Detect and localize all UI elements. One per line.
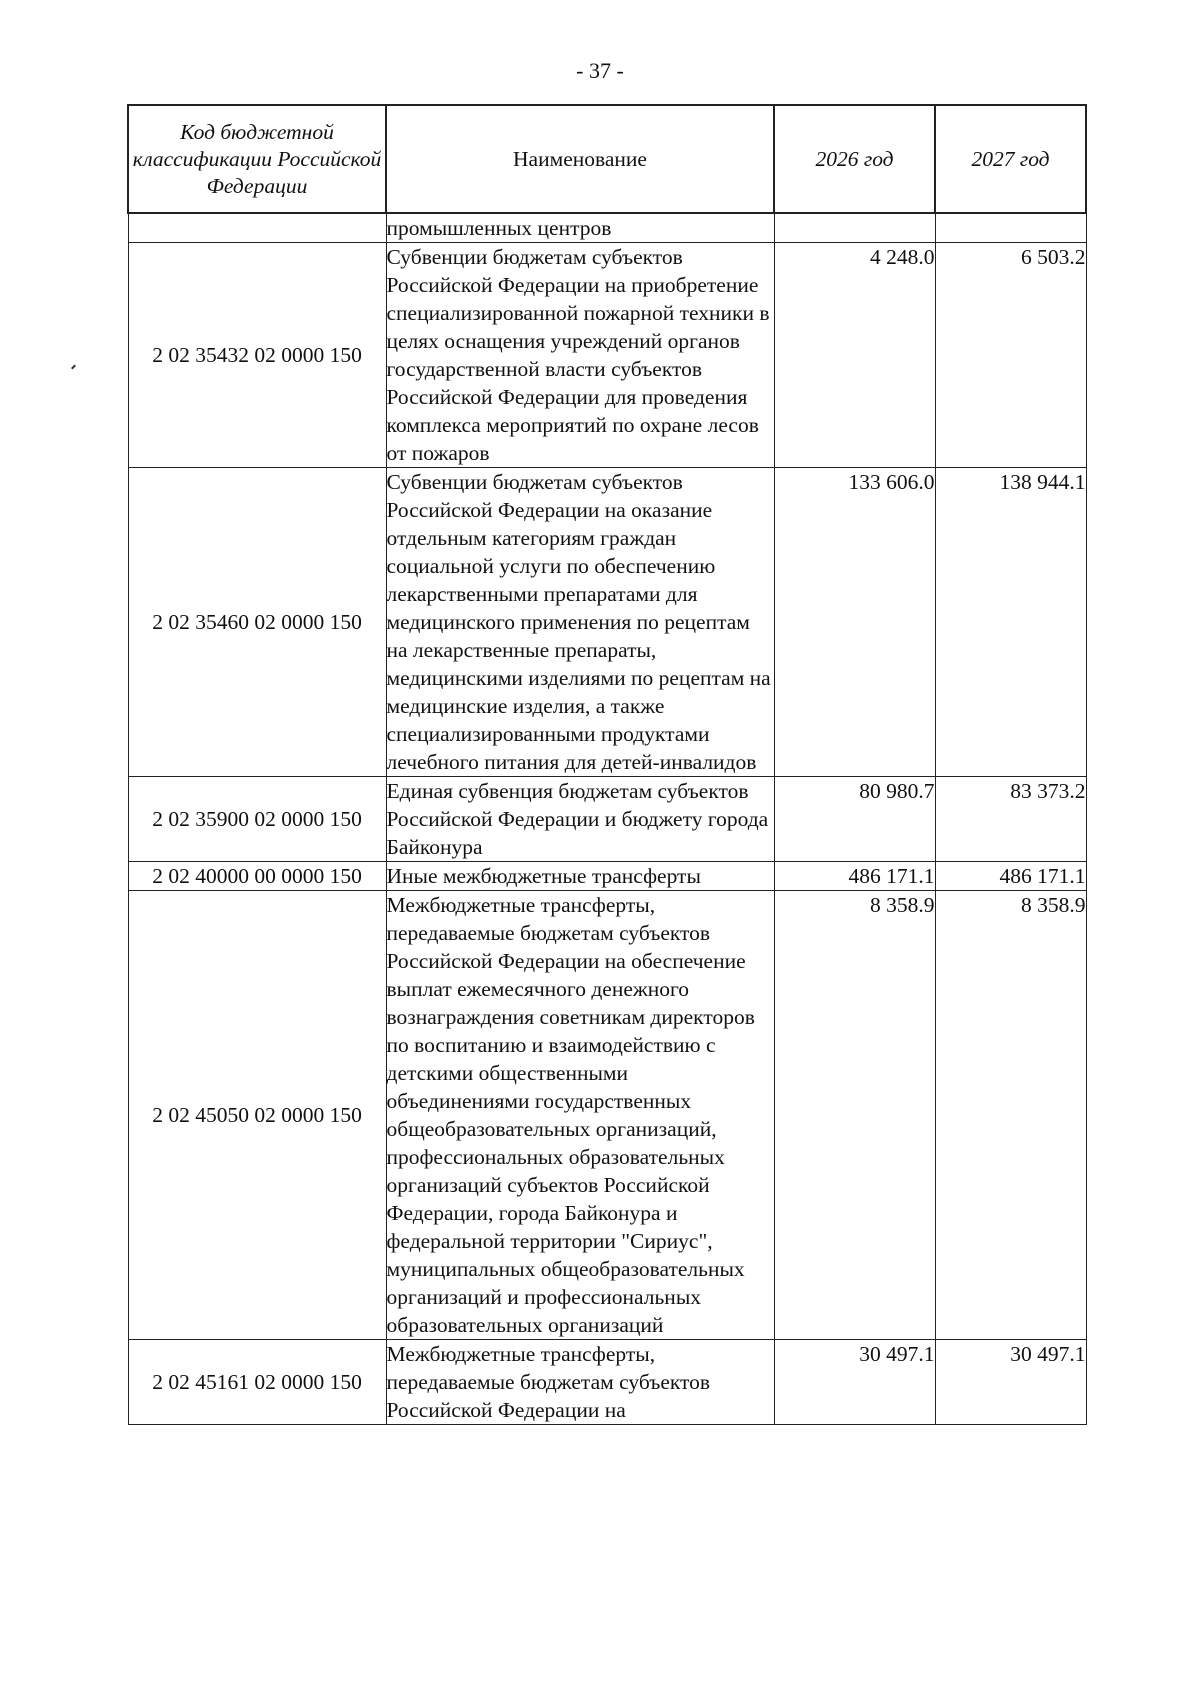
table-row-continuation — [128, 213, 1086, 243]
table-body — [128, 213, 1086, 1425]
value-cell-2026: 8 358.9 — [774, 891, 935, 1340]
value-cell-2027: 486 171.1 — [935, 862, 1086, 891]
code-cell: 2 02 40000 00 0000 150 — [128, 862, 386, 891]
value-cell-2027: 8 358.9 — [935, 891, 1086, 1340]
header-name — [386, 105, 774, 213]
value-cell-2027: 30 497.1 — [935, 1340, 1086, 1425]
value-cell-2027 — [935, 213, 1086, 243]
name-cell: промышленных центров — [386, 213, 774, 243]
name-cell: Межбюджетные трансферты, передаваемые бюджетам субъектов Российской Федерации на обеспечение выплат ежемесячного денежного вознаграждения советникам директоров по воспитанию и взаимодействию с детскими общественными объединениями государственных общеобразовательных организаций, профессиональных образовательных организаций субъектов Российской Федерации, города Байконура и федеральной территории "Сириус", муниципальных общеобразовательных организаций и профессиональных образовательных организаций — [386, 891, 774, 1340]
value-cell-2026: 133 606.0 — [774, 468, 935, 777]
value-cell-2027: 83 373.2 — [935, 777, 1086, 862]
code-cell: 2 02 35900 02 0000 150 — [128, 777, 386, 862]
header-year-2026-label: 2026 год — [815, 147, 894, 171]
table-row — [128, 862, 1086, 891]
header-year-2026 — [774, 105, 935, 213]
table-header — [128, 105, 1086, 213]
value-cell-2027: 138 944.1 — [935, 468, 1086, 777]
table-row — [128, 891, 1086, 1340]
code-cell: 2 02 35460 02 0000 150 — [128, 468, 386, 777]
page-number: - 37 - — [576, 58, 624, 83]
table-row — [128, 468, 1086, 777]
name-cell: Субвенции бюджетам субъектов Российской Федерации на оказание отдельным категориям граждан социальной услуги по обеспечению лекарственными препаратами для медицинского применения по рецептам на лекарственные препараты, медицинскими изделиями по рецептам на медицинские изделия, а также специализированными продуктами лечебного питания для детей-инвалидов — [386, 468, 774, 777]
stray-scan-mark — [71, 365, 76, 370]
table-row — [128, 777, 1086, 862]
name-cell: Межбюджетные трансферты, передаваемые бюджетам субъектов Российской Федерации на — [386, 1340, 774, 1425]
name-cell: Единая субвенция бюджетам субъектов Российской Федерации и бюджету города Байконура — [386, 777, 774, 862]
code-cell: 2 02 45161 02 0000 150 — [128, 1340, 386, 1425]
code-cell: 2 02 35432 02 0000 150 — [128, 243, 386, 468]
code-cell — [128, 213, 386, 243]
header-year-2027 — [935, 105, 1086, 213]
value-cell-2026: 80 980.7 — [774, 777, 935, 862]
header-code — [128, 105, 386, 213]
value-cell-2026 — [774, 213, 935, 243]
table-row — [128, 243, 1086, 468]
budget-table — [127, 104, 1087, 1425]
header-code-label: Код бюджетной классификации Российской Федерации — [132, 119, 382, 198]
value-cell-2026: 30 497.1 — [774, 1340, 935, 1425]
value-cell-2027: 6 503.2 — [935, 243, 1086, 468]
name-cell: Иные межбюджетные трансферты — [386, 862, 774, 891]
code-cell: 2 02 45050 02 0000 150 — [128, 891, 386, 1340]
table-row — [128, 1340, 1086, 1425]
name-cell: Субвенции бюджетам субъектов Российской Федерации на приобретение специализированной пожарной техники в целях оснащения учреждений органов государственной власти субъектов Российской Федерации для проведения комплекса мероприятий по охране лесов от пожаров — [386, 243, 774, 468]
header-name-label: Наименование — [513, 147, 647, 171]
value-cell-2026: 4 248.0 — [774, 243, 935, 468]
value-cell-2026: 486 171.1 — [774, 862, 935, 891]
header-year-2027-label: 2027 год — [971, 147, 1050, 171]
